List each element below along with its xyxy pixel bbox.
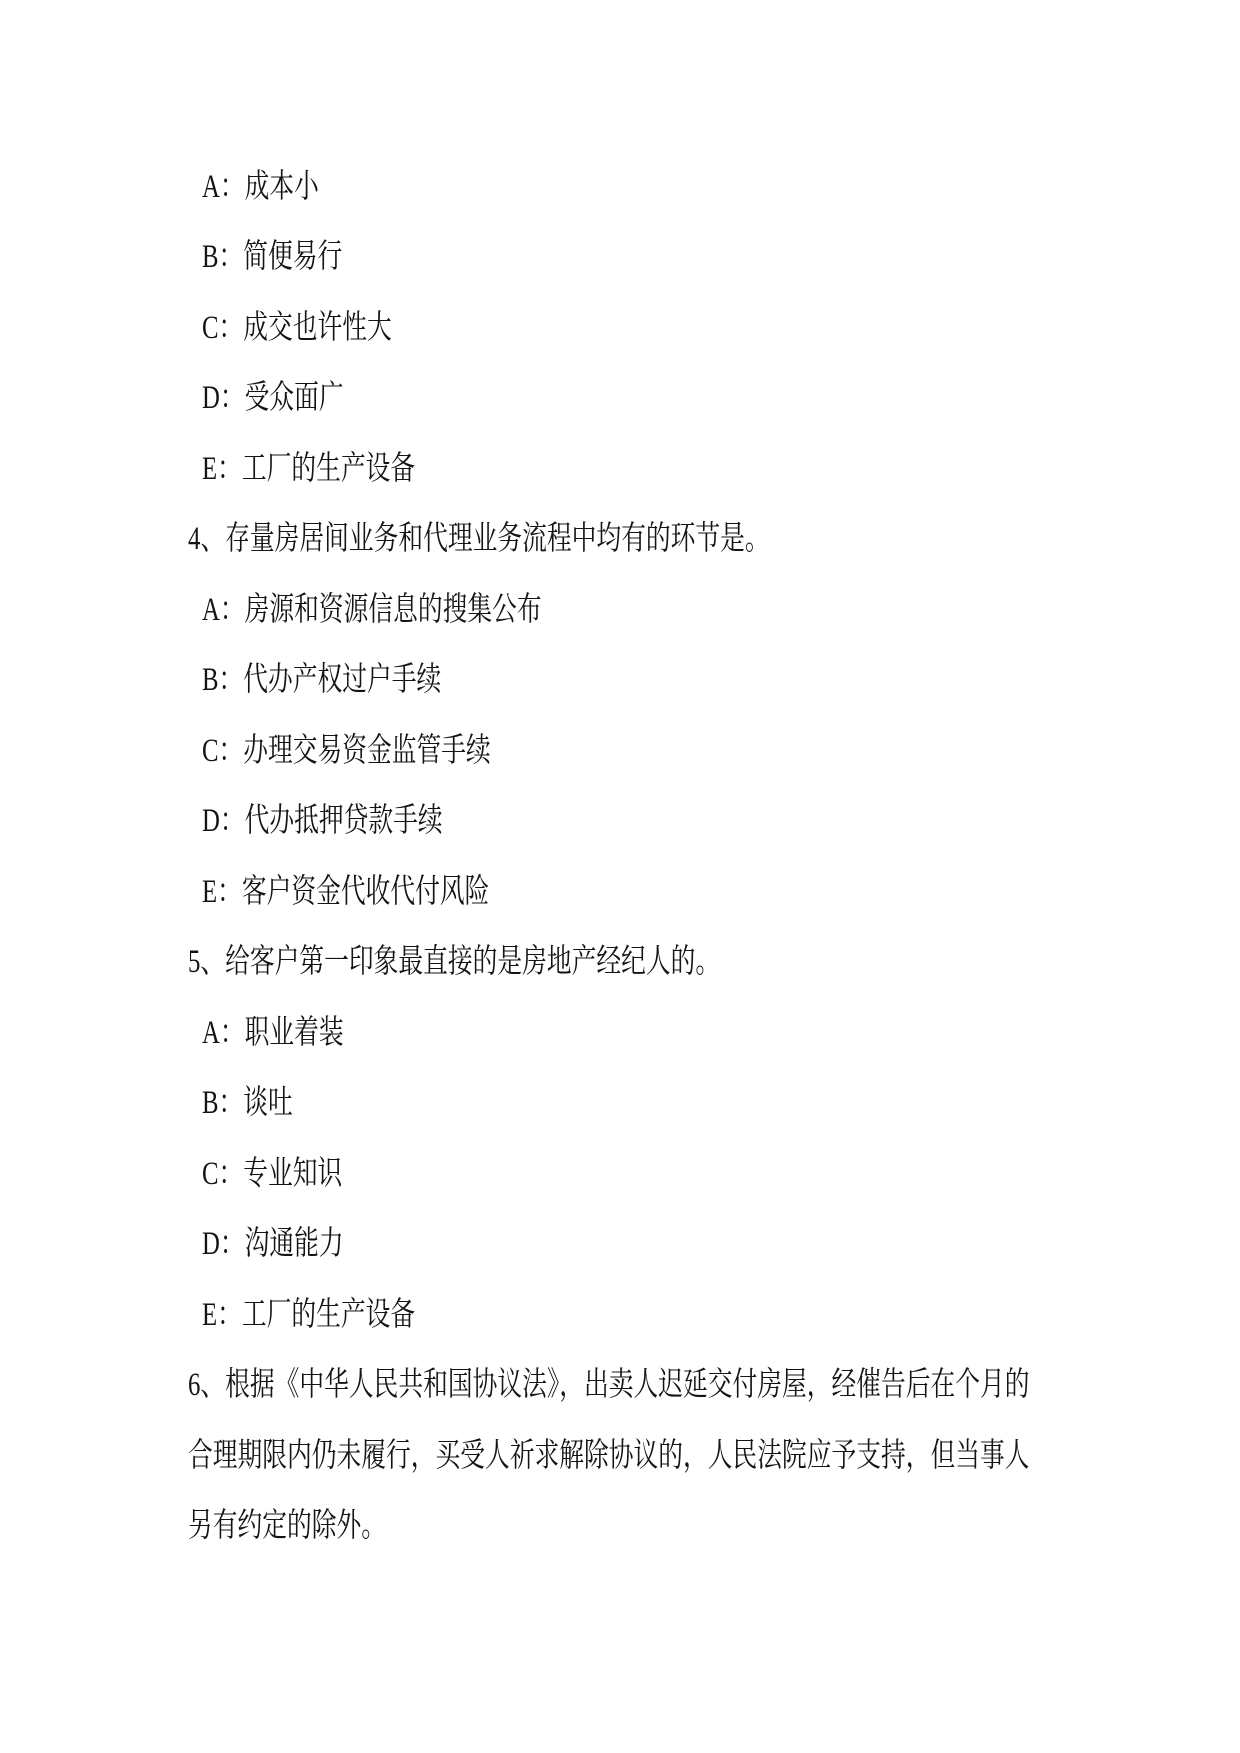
- question-continuation-line: [0, 1421, 1240, 1492]
- option-text: C：专业知识: [202, 1155, 343, 1192]
- option-line: [0, 646, 1240, 717]
- option-line: [0, 575, 1240, 646]
- option-text: D：沟通能力: [202, 1226, 344, 1263]
- question-line: [0, 1351, 1240, 1422]
- option-line: [0, 152, 1240, 223]
- question-text: 6、根据《中华人民共和国协议法》，出卖人迟延交付房屋，经催告后在个月的: [188, 1367, 1030, 1404]
- option-text: E：工厂的生产设备: [202, 450, 416, 487]
- option-text: A：房源和资源信息的搜集公布: [202, 591, 542, 628]
- option-line: [0, 857, 1240, 928]
- option-line: [0, 1139, 1240, 1210]
- question-text: 4、存量房居间业务和代理业务流程中均有的环节是。: [188, 521, 770, 558]
- option-text: A：成本小: [202, 168, 319, 205]
- option-line: [0, 364, 1240, 435]
- option-line: [0, 293, 1240, 364]
- question-line: [0, 505, 1240, 576]
- option-line: [0, 434, 1240, 505]
- option-line: [0, 223, 1240, 294]
- option-text: B：简便易行: [202, 239, 343, 276]
- option-line: [0, 1280, 1240, 1351]
- option-text: C：成交也许性大: [202, 309, 392, 346]
- option-line: [0, 998, 1240, 1069]
- question-continuation-line: [0, 1492, 1240, 1563]
- option-text: E：工厂的生产设备: [202, 1296, 416, 1333]
- option-line: [0, 716, 1240, 787]
- question-text: 5、给客户第一印象最直接的是房地产经纪人的。: [188, 944, 721, 981]
- option-line: [0, 1069, 1240, 1140]
- question-text: 合理期限内仍未履行，买受人祈求解除协议的，人民法院应予支持，但当事人: [188, 1437, 1030, 1474]
- option-text: A：职业着装: [202, 1014, 344, 1051]
- question-text: 另有约定的除外。: [188, 1508, 386, 1545]
- option-line: [0, 787, 1240, 858]
- option-text: C：办理交易资金监管手续: [202, 732, 491, 769]
- option-text: D：代办抵押贷款手续: [202, 803, 443, 840]
- option-text: E：客户资金代收代付风险: [202, 873, 490, 910]
- option-text: B：代办产权过户手续: [202, 662, 442, 699]
- question-line: [0, 928, 1240, 999]
- option-text: D：受众面广: [202, 380, 344, 417]
- option-text: B：谈吐: [202, 1085, 293, 1122]
- option-line: [0, 1210, 1240, 1281]
